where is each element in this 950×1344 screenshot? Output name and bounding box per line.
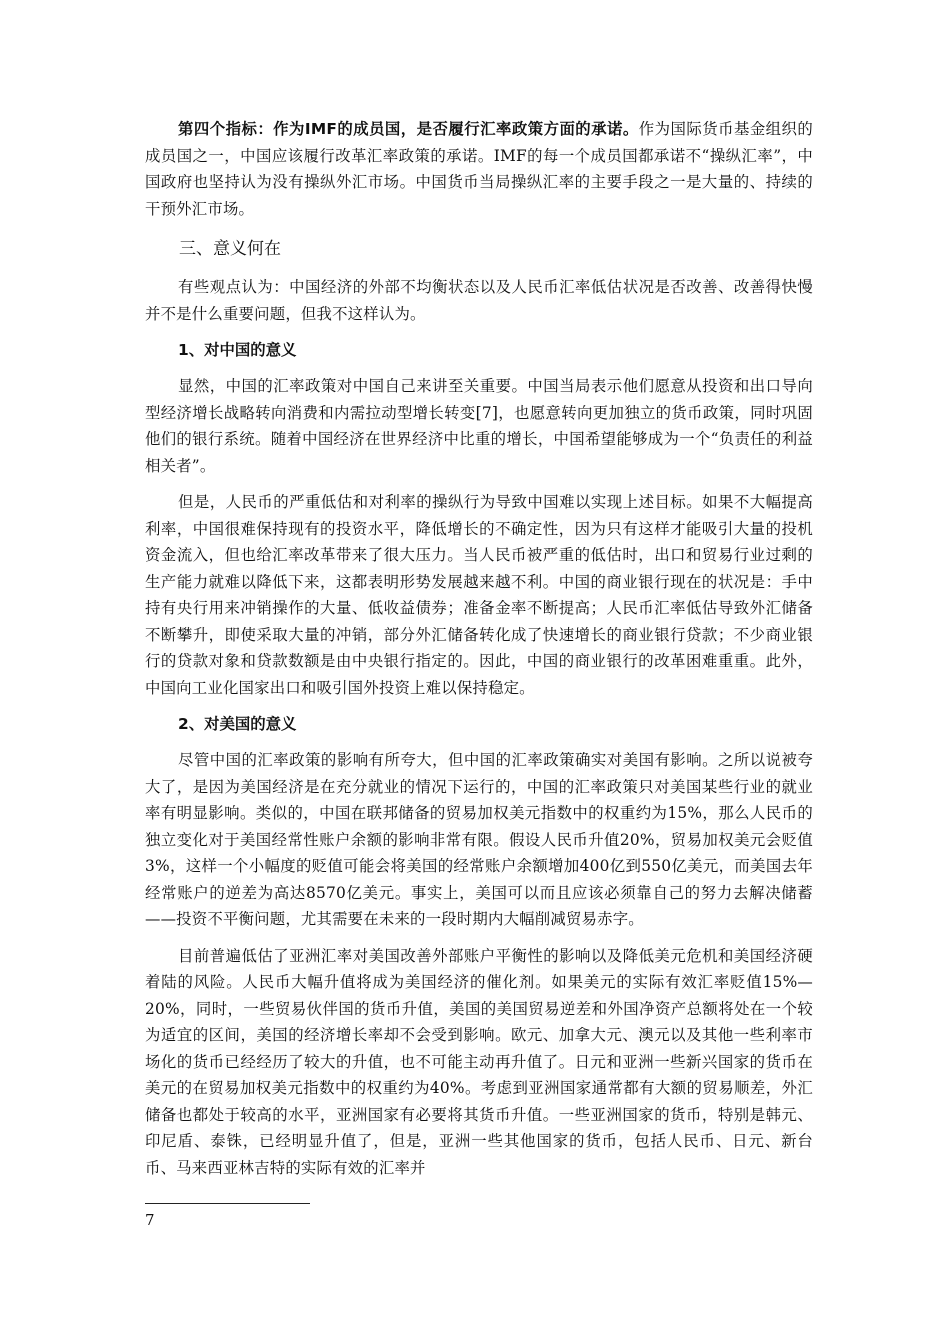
page-body [145, 116, 813, 1181]
paragraph-rmb-undervaluation: 但是，人民币的严重低估和对利率的操纵行为导致中国难以实现上述目标。如果不大幅提高利率，中国很难保持现有的投资水平，降低增长的不确定性，因为只有这样才能吸引大量的投机资金流入，但也给汇率改革带来了很大压力。当人民币被严重的低估时，出口和贸易行业过剩的生产能力就难以降低下来，这都表明形势发展越来越不利。中国的商业银行现在的状况是：手中持有央行用来冲销操作的大量、低收益债券；准备金率不断提高；人民币汇率低估导致外汇储备不断攀升，即使采取大量的冲销，部分外汇储备转化成了快速增长的商业银行贷款；不少商业银行的贷款对象和贷款数额是由中央银行指定的。因此，中国的商业银行的改革困难重重。此外，中国向工业化国家出口和吸引国外投资上难以保持稳定。 [145, 493, 813, 697]
paragraph-viewpoints: 有些观点认为：中国经济的外部不均衡状态以及人民币汇率低估状况是否改善、改善得快慢并不是什么重要问题，但我不这样认为。 [145, 278, 813, 323]
paragraph-asian-currencies: 目前普遍低估了亚洲汇率对美国改善外部账户平衡性的影响以及降低美元危机和美国经济硬着陆的风险。人民币大幅升值将成为美国经济的催化剂。如果美元的实际有效汇率贬值15%—20%，同时，一些贸易伙伴国的货币升值，美国的美国贸易逆差和外国净资产总额将处在一个较为适宜的区间，美国的经济增长率却不会受到影响。欧元、加拿大元、澳元以及其他一些利率市场化的货币已经经历了较大的升值，也不可能主动再升值了。日元和亚洲一些新兴国家的货币在美元的在贸易加权美元指数中的权重约为40%。考虑到亚洲国家通常都有大额的贸易顺差，外汇储备也都处于较高的水平，亚洲国家有必要将其货币升值。一些亚洲国家的货币，特别是韩元、印尼盾、泰铢，已经明显升值了，但是，亚洲一些其他国家的货币，包括人民币、日元、新台币、马来西亚林吉特的实际有效的汇率并 [145, 946, 813, 1177]
subsection-title-usa: 2、对美国的意义 [178, 715, 297, 733]
paragraph-china-policy: 显然，中国的汇率政策对中国自己来讲至关重要。中国当局表示他们愿意从投资和出口导向型经济增长战略转向消费和内需拉动型增长转变[7]，也愿意转向更加独立的货币政策，同时巩固他们的银行系统。随着中国经济在世界经济中比重的增长，中国希望能够成为一个“负责任的利益相关者”。 [145, 377, 813, 475]
footnote-divider [145, 1203, 310, 1204]
indicator-four-heading: 第四个指标：作为IMF的成员国，是否履行汇率政策方面的承诺。 [178, 120, 639, 138]
page-number: 7 [145, 1211, 155, 1229]
paragraph-indicator-four [145, 116, 813, 222]
paragraph-usa-impact: 尽管中国的汇率政策的影响有所夸大，但中国的汇率政策确实对美国有影响。之所以说被夸大了，是因为美国经济是在充分就业的情况下运行的，中国的汇率政策只对美国某些行业的就业率有明显影响。类似的，中国在联邦储备的贸易加权美元指数中的权重约为15%，那么人民币的独立变化对于美国经常性账户余额的影响非常有限。假设人民币升值20%，贸易加权美元会贬值3%，这样一个小幅度的贬值可能会将美国的经常账户余额增加400亿到550亿美元，而美国去年经常账户的逆差为高达8570亿美元。事实上，美国可以而且应该必须靠自己的努力去解决储蓄——投资不平衡问题，尤其需要在未来的一段时期内大幅削减贸易赤字。 [145, 751, 813, 928]
section-title-significance: 三、意义何在 [179, 239, 281, 259]
indicator-four-text: 作为国际货币基金组织的成员国之一，中国应该履行改革汇率政策的承诺。IMF的每一个成员国都承诺不“操纵汇率”，中国政府也坚持认为没有操纵外汇市场。中国货币当局操纵汇率的主要手段之一是大量的、持续的干预外汇市场。 [145, 120, 813, 218]
subsection-title-china: 1、对中国的意义 [178, 341, 297, 359]
